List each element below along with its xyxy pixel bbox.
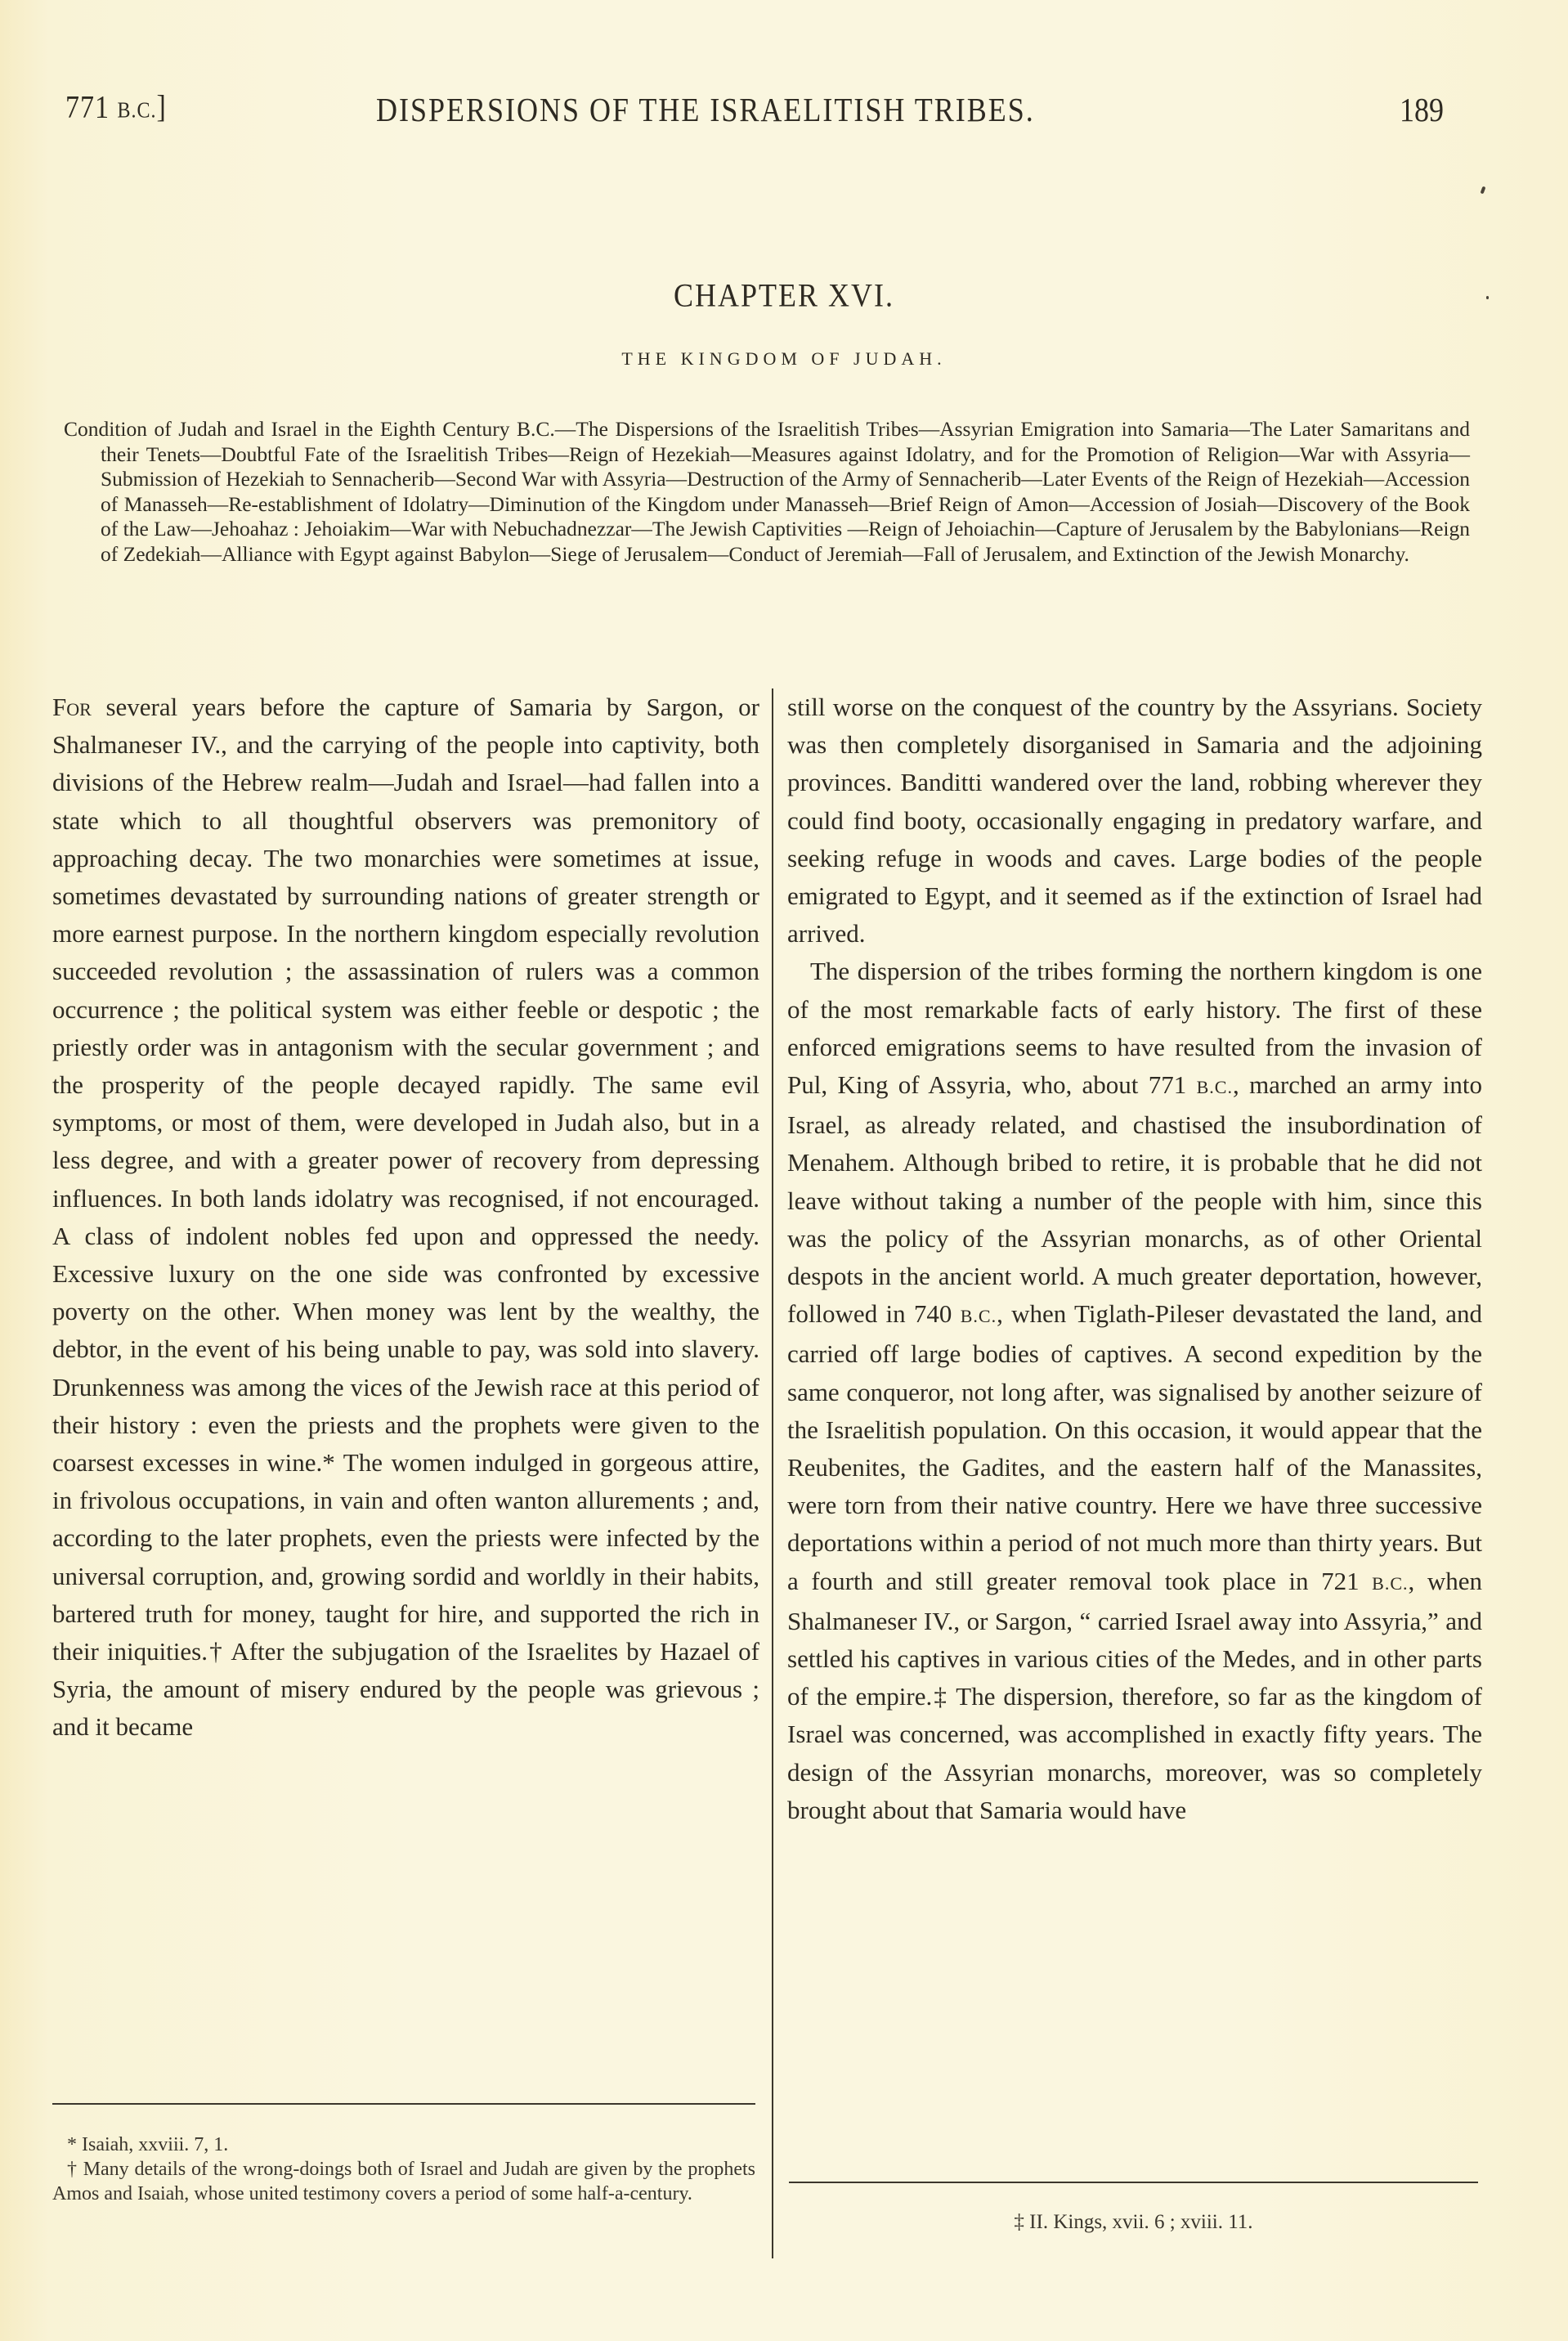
running-head-year: 771 — [65, 90, 110, 125]
footnote-dagger: † Many details of the wrong-doings both of Israel and Judah are given by the prophets Amos and Isaiah, whose united testimony covers a period of some half-a-century. — [52, 2159, 755, 2204]
footnote-rule-left — [52, 2103, 755, 2105]
running-head-date — [65, 90, 167, 126]
running-head-title: DISPERSIONS OF THE ISRAELITISH TRIBES. — [376, 91, 1035, 129]
right-column — [787, 688, 1482, 1829]
footnote-rule-right — [789, 2182, 1478, 2183]
synopsis-text: Condition of Judah and Israel in the Eighth Century B.C.—The Dispersions of the Israelitish Tribes—Assyrian Emigration into Samaria—The Later Samaritans and their Tenets—Doubtful Fate of the Israelitish Tribes—Reign of Hezekiah—Measures against Idolatry, and for the Promotion of Religion—War with Assyria—Submission of Hezekiah to Sennacherib—Second War with Assyria—Destruction of the Army of Sennacherib—Later Events of the Reign of Hezekiah—Accession of Manasseh—Re-establishment of Idolatry—Diminution of the Kingdom under Manasseh—Brief Reign of Amon—Accession of Josiah—Discovery of the Book of the Law—Jehoahaz : Jehoiakim—War with Nebuchadnezzar—The Jewish Captivities —Reign of Jehoiachin—Capture of Jerusalem by the Babylonians—Reign of Zedekiah—Alliance with Egypt against Babylon—Siege of Jerusalem—Conduct of Jeremiah—Fall of Jerusalem, and Extinction of the Jewish Monarchy. — [64, 417, 1470, 566]
footnotes-left — [52, 2132, 755, 2206]
chapter-synopsis — [64, 417, 1470, 567]
left-column — [52, 688, 759, 1747]
running-head-bracket: ] — [156, 90, 167, 125]
text-run: , when Tiglath-Pileser devastated the land, and carried off large bodies of captives. A second expedition by the same conqueror, not long after, was signalised by another seizure of the Israelitish population. On this occasion, it would appear that the Reubenites, the Gadites, and the eastern half of the Manassites, were torn from their native country. Here we have three successive deportations within a period of not much more than thirty years. But a fourth and still greater removal took place in 721 — [787, 1299, 1482, 1595]
chapter-title: THE KINGDOM OF JUDAH. — [621, 348, 947, 369]
right-paragraph-2 — [787, 953, 1482, 1829]
footnote-double-dagger: ‡ II. Kings, xvii. 6 ; xviii. 11. — [1014, 2211, 1253, 2233]
running-head — [65, 90, 1472, 139]
column-divider — [772, 688, 773, 2258]
footnotes-right — [789, 2211, 1478, 2234]
text-run: , when Shalmaneser IV., or Sargon, “ carried Israel away into Assyria,” and settled his captives in various cities of the Medes, and in other parts of the empire.‡ The dispersion, therefore, so far as the kingdom of Israel was concerned, was accomplished in exactly fifty years. The design of the Assyrian monarchs, moreover, was so completely brought about that Samaria would have — [787, 1566, 1482, 1824]
drop-word: For — [52, 693, 92, 721]
footnote-asterisk: * Isaiah, xxviii. 7, 1. — [67, 2134, 229, 2155]
left-paragraph-text: several years before the capture of Samaria by Sargon, or Shalmaneser IV., and the carrying of the people into captivity, both divisions of the Hebrew realm—Judah and Israel—had fallen into a state which to all thoughtful observers was premonitory of approaching decay. The two monarchies were sometimes at issue, sometimes devastated by surrounding nations of greater strength or more earnest purpose. In the northern kingdom especially revolution succeeded revolution ; the assassination of rulers was a common occurrence ; the political system was either feeble or despotic ; the priestly order was in antagonism with the secular government ; and the prosperity of the people decayed rapidly. The same evil symptoms, or most of them, were developed in Judah also, but in a less degree, and with a greater power of recovery from depressing influences. In both lands idolatry was recognised, if not encouraged. A class of indolent nobles fed upon and oppressed the needy. Excessive luxury on the one side was confronted by excessive poverty on the other. When money was lent by the wealthy, the debtor, in the event of his being unable to pay, was sold into slavery. Drunkenness was among the vices of the Jewish race at this period of their history : even the priests and the prophets were given to the coarsest excesses in wine.* The women indulged in gorgeous attire, in frivolous occupations, in vain and often wanton allurements ; and, according to the later prophets, even the priests were infected by the universal corruption, and, growing sordid and worldly in their habits, bartered truth for money, taught for hire, and supported the rich in their iniquities.† After the subjugation of the Israelites by Hazael of Syria, the amount of misery endured by the people was grievous ; and it became — [52, 693, 759, 1742]
text-run: The dispersion of the tribes forming the northern kingdom is one of the most remarkable facts of early history. The first of these enforced emigrations seems to have resulted from the invasion of Pul, King of Assyria, who, about 771 — [787, 957, 1482, 1100]
left-paragraph — [52, 688, 759, 1747]
era-abbrev: B.C. — [1196, 1077, 1233, 1098]
text-run: , marched an army into Israel, as already related, and chastised the insubordination of Menahem. Although bribed to retire, it is probable that he did not leave without taking a number of the people with him, since this was the policy of the Assyrian monarchs, as of other Oriental despots in the ancient world. A much greater deportation, however, followed in 740 — [787, 1070, 1482, 1329]
era-abbrev: B.C. — [960, 1306, 997, 1327]
ink-fleck — [1486, 296, 1489, 299]
ink-fleck — [1481, 186, 1486, 195]
era-abbrev: B.C. — [1372, 1572, 1409, 1594]
running-head-era: B.C. — [117, 98, 157, 123]
page-number: 189 — [1400, 91, 1444, 129]
chapter-number: CHAPTER XVI. — [673, 276, 894, 314]
right-paragraph-1: still worse on the conquest of the country by the Assyrians. Society was then completely disorganised in Samaria and the adjoining provinces. Banditti wandered over the land, robbing wherever they could find booty, occasionally engaging in predatory warfare, and seeking refuge in woods and caves. Large bodies of the people emigrated to Egypt, and it seemed as if the extinction of Israel had arrived. — [787, 693, 1482, 949]
